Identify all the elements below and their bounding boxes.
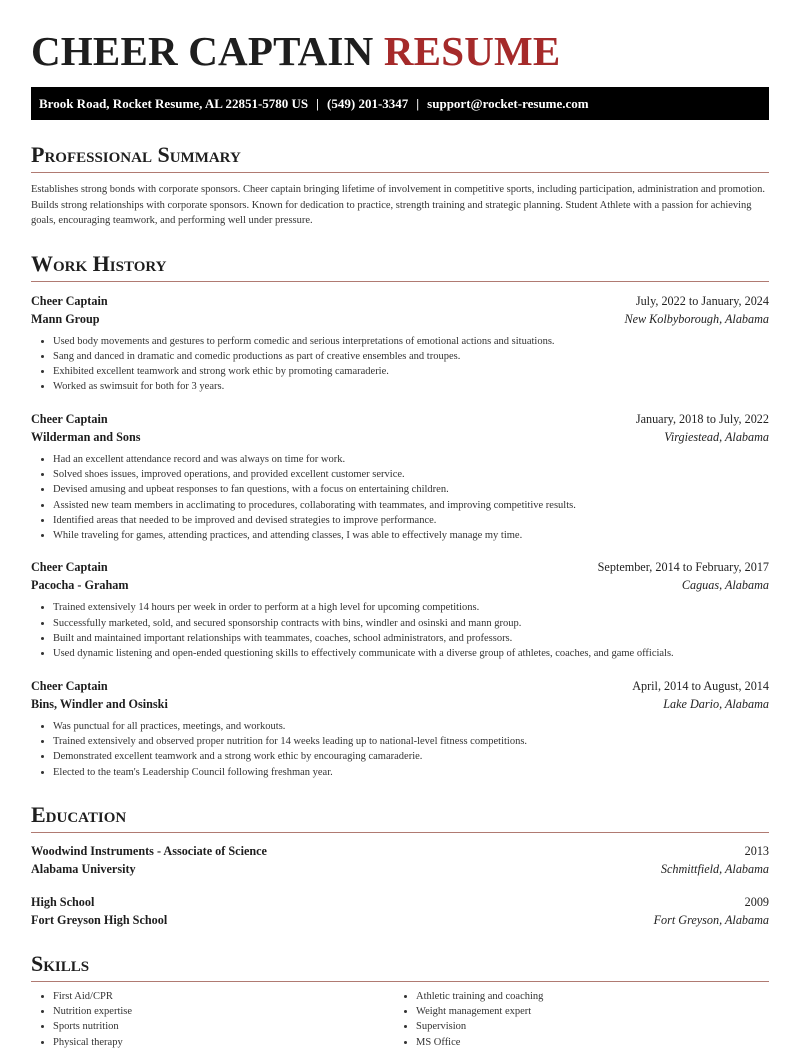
job-bullet: • Assisted new team members in acclimating to procedures, collaborating with teammates, and improving competitive results. <box>53 498 769 513</box>
skills-column-right <box>394 989 757 1050</box>
job-bullet: • Trained extensively and observed proper nutrition for 14 weeks leading up to national-level fitness competitions. <box>53 734 769 749</box>
education-school: Fort Greyson High School <box>31 912 168 927</box>
job-entry <box>31 410 769 544</box>
job-entry <box>31 292 769 395</box>
job-dates: April, 2014 to August, 2014 <box>632 678 769 693</box>
job-entry <box>31 677 769 780</box>
skill-item: • MS Office <box>416 1035 757 1050</box>
contact-bar <box>31 87 769 120</box>
job-company: Wilderman and Sons <box>31 429 141 444</box>
job-dates: January, 2018 to July, 2022 <box>635 411 769 426</box>
contact-address: Brook Road, Rocket Resume, AL 22851-5780 US <box>39 95 309 111</box>
job-location: New Kolbyborough, Alabama <box>624 311 769 326</box>
job-location: Virgiestead, Alabama <box>664 429 769 444</box>
skill-item: • Athletic training and coaching <box>416 989 757 1004</box>
contact-phone: (549) 201-3347 <box>327 95 409 111</box>
education-year: 2009 <box>744 894 769 909</box>
summary-text: Establishes strong bonds with corporate sponsors. Cheer captain bringing lifetime of involvement in competitive sports, including participation, administration and promotion. Builds strong relationships with corporate sponsors. Known for dedication to practice, strength training and strategic planning. Student Athlete with a passion for achieving goals, encouraging teamwork, and performing well under pressure. <box>31 184 765 226</box>
job-title: Cheer Captain <box>31 411 108 426</box>
job-bullet: • Had an excellent attendance record and was always on time for work. <box>53 452 769 467</box>
job-bullet: • Successfully marketed, sold, and secured sponsorship contracts with bins, windler and osinski and mann group. <box>53 616 769 631</box>
job-title: Cheer Captain <box>31 293 108 308</box>
education-location: Schmittfield, Alabama <box>660 861 769 876</box>
job-bullet: • Exhibited excellent teamwork and strong work ethic by promoting camaraderie. <box>53 364 769 379</box>
job-company: Pacocha - Graham <box>31 578 129 593</box>
job-bullet: • Elected to the team's Leadership Council following freshman year. <box>53 765 769 780</box>
skills-heading: Skills <box>31 951 769 982</box>
job-bullets <box>31 719 769 780</box>
job-company: Mann Group <box>31 311 100 326</box>
skills-column-left <box>31 989 394 1050</box>
job-bullets <box>31 334 769 395</box>
job-bullet: • While traveling for games, attending practices, and attending classes, I was able to effectively manage my time. <box>53 528 769 543</box>
job-bullet: • Was punctual for all practices, meetings, and workouts. <box>53 719 769 734</box>
work-history-heading: Work History <box>31 251 769 282</box>
job-location: Lake Dario, Alabama <box>663 696 769 711</box>
education-entry <box>31 842 769 878</box>
job-entry <box>31 558 769 661</box>
job-bullet: • Identified areas that needed to be improved and devised strategies to improve performance. <box>53 513 769 528</box>
skills-list <box>31 989 769 1050</box>
job-bullet: • Used dynamic listening and open-ended questioning skills to effectively communicate with a diverse group of athletes, coaches, and game officials. <box>53 646 769 661</box>
job-bullet: • Demonstrated excellent teamwork and a strong work ethic by encouraging camaraderie. <box>53 749 769 764</box>
title-main: CHEER CAPTAIN <box>31 28 374 74</box>
job-bullets <box>31 452 769 544</box>
education-heading: Education <box>31 802 769 833</box>
job-bullet: • Sang and danced in dramatic and comedic productions as part of creative ensembles and troupes. <box>53 349 769 364</box>
job-location: Caguas, Alabama <box>681 578 769 593</box>
skill-item: • Sports nutrition <box>53 1019 394 1034</box>
job-bullet: • Solved shoes issues, improved operations, and provided excellent customer service. <box>53 467 769 482</box>
job-bullet: • Used body movements and gestures to perform comedic and serious interpretations of emotional actions and situations. <box>53 334 769 349</box>
skill-item: • Physical therapy <box>53 1035 394 1050</box>
resume-title <box>31 0 769 74</box>
skill-item: • First Aid/CPR <box>53 989 394 1004</box>
education-location: Fort Greyson, Alabama <box>653 912 769 927</box>
skill-item: • Supervision <box>416 1019 757 1034</box>
job-company: Bins, Windler and Osinski <box>31 696 168 711</box>
job-title: Cheer Captain <box>31 678 108 693</box>
job-bullet: • Built and maintained important relationships with teammates, coaches, school administrators, and professors. <box>53 631 769 646</box>
skill-item: • Weight management expert <box>416 1004 757 1019</box>
education-entry <box>31 893 769 929</box>
contact-separator: | <box>316 95 320 111</box>
education-school: Alabama University <box>31 861 136 876</box>
job-dates: September, 2014 to February, 2017 <box>597 560 769 575</box>
job-bullet: • Trained extensively 14 hours per week in order to perform at a high level for upcoming competitions. <box>53 600 769 615</box>
title-accent: RESUME <box>383 28 561 74</box>
contact-separator: | <box>416 95 420 111</box>
skill-item: • Nutrition expertise <box>53 1004 394 1019</box>
contact-email: support@rocket-resume.com <box>427 95 589 111</box>
job-bullet: • Worked as swimsuit for both for 3 years. <box>53 379 769 394</box>
job-bullet: • Devised amusing and upbeat responses to fan questions, with a focus on entertaining children. <box>53 482 769 497</box>
job-bullets <box>31 600 769 661</box>
education-year: 2013 <box>744 843 769 858</box>
education-degree: Woodwind Instruments - Associate of Science <box>31 843 267 858</box>
education-degree: High School <box>31 894 95 909</box>
job-dates: July, 2022 to January, 2024 <box>635 293 769 308</box>
job-title: Cheer Captain <box>31 560 108 575</box>
summary-heading: Professional Summary <box>31 142 769 173</box>
